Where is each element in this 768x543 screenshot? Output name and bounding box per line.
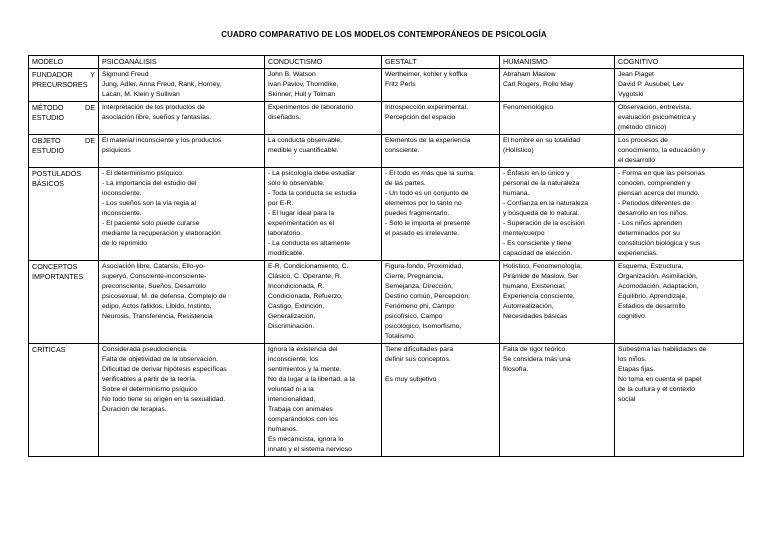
cell-line: - La importancia del estudio del bbox=[102, 180, 197, 187]
cell-fundador-gestalt bbox=[382, 69, 500, 102]
cell-line: verificables a partir de la teoría. bbox=[102, 376, 197, 383]
row-label-line: ESTUDIO bbox=[32, 113, 64, 122]
cell-line: los niños. bbox=[618, 356, 647, 363]
cell-criticas-gestalt bbox=[382, 344, 500, 457]
row-label-line: CONCEPTOS bbox=[32, 262, 78, 271]
cell-line: edipo, Actos fallidos, Libido, Instinto, bbox=[102, 303, 212, 310]
cell-line: el pasado es irrelevante. bbox=[385, 230, 460, 237]
header-cognitivo: COGNITIVO bbox=[615, 56, 744, 69]
cell-line: Subestima las habilidades de bbox=[618, 346, 707, 353]
row-label-criticas bbox=[29, 344, 99, 457]
cell-line: (método clínico) bbox=[618, 124, 667, 131]
cell-line: - Solo le importa el presente bbox=[385, 220, 471, 227]
table-row-objeto bbox=[29, 135, 744, 168]
cell-criticas-psicoanalisis bbox=[99, 344, 265, 457]
cell-line: El hombre en su totalidad bbox=[503, 137, 581, 144]
cell-line: No da lugar a la libertad, a la bbox=[268, 376, 355, 383]
cell-line: Generalización, bbox=[268, 313, 316, 320]
cell-line: psicofísico, Campo bbox=[385, 313, 443, 320]
cell-line: conocen, comprenden y bbox=[618, 180, 691, 187]
cell-line: Experimentos de laboratorio bbox=[268, 104, 354, 111]
cell-line: experiencias. bbox=[618, 250, 659, 257]
cell-criticas-humanismo bbox=[500, 344, 615, 457]
cell-line: - Los sueños son la vía regia al bbox=[102, 200, 197, 207]
cell-line: Duración de terapias. bbox=[102, 406, 167, 413]
row-label-line: BÁSICOS bbox=[32, 179, 64, 188]
cell-line: medible y cuantificable. bbox=[268, 147, 339, 154]
cell-line: Elementos de la experiencia bbox=[385, 137, 471, 144]
cell-line: psíquicos bbox=[102, 147, 131, 154]
row-label-metodo bbox=[29, 102, 99, 135]
cell-conceptos-gestalt bbox=[382, 261, 500, 344]
row-label-line: MÉTODO DE bbox=[32, 103, 95, 112]
row-label-line: FUNDADOR Y bbox=[32, 70, 95, 79]
header-gestalt: GESTALT bbox=[382, 56, 500, 69]
cell-line: Los procesos de bbox=[618, 137, 668, 144]
row-label-conceptos bbox=[29, 261, 99, 344]
cell-conceptos-psicoanalisis bbox=[99, 261, 265, 344]
cell-line: - Superación de la escisión bbox=[503, 220, 585, 227]
cell-line: E-R, Condicionamiento, C. bbox=[268, 263, 349, 270]
cell-line: La conducta observable, bbox=[268, 137, 343, 144]
cell-line: No todo tiene su origen en la sexualidad. bbox=[102, 396, 226, 403]
header-row bbox=[29, 56, 744, 69]
cell-line: Falta de rigor teórico. bbox=[503, 346, 568, 353]
cell-line: - Énfasis en lo único y bbox=[503, 170, 570, 177]
cell-line: psicológico, Isomorfismo, bbox=[385, 323, 462, 330]
cell-line: Necesidades básicas bbox=[503, 313, 568, 320]
cell-line: Considerada pseudociencia. bbox=[102, 346, 188, 353]
header-humanismo: HUMANISMO bbox=[500, 56, 615, 69]
document-title: CUADRO COMPARATIVO DE LOS MODELOS CONTEMPORÁNEOS DE PSICOLOGÍA bbox=[221, 30, 547, 39]
cell-line: - Es consciente y tiene bbox=[503, 240, 572, 247]
cell-line: Abraham Maslow bbox=[503, 71, 556, 78]
cell-line: Discriminación. bbox=[268, 323, 315, 330]
cell-line: Equilibrio, Aprendizaje, bbox=[618, 293, 688, 300]
cell-line: El material inconsciente y los productos bbox=[102, 137, 222, 144]
cell-line: - Toda la conducta se estudia bbox=[268, 190, 357, 197]
cell-line: laboratorio. bbox=[268, 230, 303, 237]
row-label-line: PRECURSORES bbox=[32, 80, 88, 89]
cell-fundador-psicoanalisis bbox=[99, 69, 265, 102]
cell-line: voluntad ni a la bbox=[268, 386, 314, 393]
table-row-criticas bbox=[29, 344, 744, 457]
header-modelo: MODELO bbox=[29, 56, 99, 69]
cell-objeto-humanismo bbox=[500, 135, 615, 168]
cell-postulados-gestalt bbox=[382, 168, 500, 261]
cell-line: Autorrealización, bbox=[503, 303, 554, 310]
cell-line: Se considera más una bbox=[503, 356, 571, 363]
cell-line: Holístico, Fenomenología, bbox=[503, 263, 582, 270]
cell-line: constitución biológica y sus bbox=[618, 240, 701, 247]
cell-line: Experiencia consciente, bbox=[503, 293, 575, 300]
cell-line: Es muy subjetivo bbox=[385, 376, 437, 383]
row-label-line: POSTULADOS bbox=[32, 169, 82, 178]
cell-line: Dificultad de derivar hipótesis específicas bbox=[102, 366, 227, 373]
table-row-postulados bbox=[29, 168, 744, 261]
cell-line: Jung, Adler, Anna Freud, Rank, Horney, bbox=[102, 81, 222, 88]
cell-line: definir sus conceptos. bbox=[385, 356, 451, 363]
cell-line: puedes fragmentarlo. bbox=[385, 210, 450, 217]
cell-line: Fenomenológico bbox=[503, 104, 554, 111]
cell-line: Observación, entrevista, bbox=[618, 104, 692, 111]
cell-line: evaluación psicométrica y bbox=[618, 114, 696, 121]
cell-line: Sobre el determinismo psíquico bbox=[102, 386, 198, 393]
table-row-conceptos bbox=[29, 261, 744, 344]
cell-line: capacidad de elección. bbox=[503, 250, 573, 257]
cell-line: Fritz Perls bbox=[385, 81, 416, 88]
cell-line: humana. bbox=[503, 190, 530, 197]
cell-line: - Los niños aprenden bbox=[618, 220, 682, 227]
cell-line: comparándolos con los bbox=[268, 416, 338, 423]
cell-line: mediante la recuperación y elaboración bbox=[102, 230, 221, 237]
cell-line: filosofía. bbox=[503, 366, 529, 373]
cell-line: Destino común, Percepción, bbox=[385, 293, 471, 300]
cell-line: elementos por lo tanto no bbox=[385, 200, 462, 207]
cell-conceptos-conductismo bbox=[265, 261, 382, 344]
cell-objeto-gestalt bbox=[382, 135, 500, 168]
cell-objeto-conductismo bbox=[265, 135, 382, 168]
cell-line: - El lugar ideal para la bbox=[268, 210, 335, 217]
header-conductismo: CONDUCTISMO bbox=[265, 56, 382, 69]
cell-line: Lacan, M. Klein y Sullivan bbox=[102, 91, 180, 98]
row-label-line: OBJETO DE bbox=[32, 136, 95, 145]
cell-line: consciente. bbox=[385, 147, 420, 154]
cell-line: - La conducta es altamente bbox=[268, 240, 350, 247]
cell-line: - El todo es más que la suma bbox=[385, 170, 474, 177]
cell-line: - Forma en que las personas bbox=[618, 170, 705, 177]
cell-line: inconsciente. bbox=[102, 210, 142, 217]
cell-line: innato y el sistema nervioso bbox=[268, 446, 352, 453]
cell-line: No toma en cuenta el papel bbox=[618, 376, 702, 383]
cell-line: desarrollo en los niños. bbox=[618, 210, 688, 217]
cell-line: Semejanza, Dirección, bbox=[385, 283, 453, 290]
cell-line: Clásico, C. Operante, R. bbox=[268, 273, 342, 280]
cell-line: - El determinismo psíquico. bbox=[102, 170, 184, 177]
cell-line: - Periodos diferentes de bbox=[618, 200, 691, 207]
cell-line: Figura-fondo, Proximidad, bbox=[385, 263, 464, 270]
cell-line: por E-R. bbox=[268, 200, 294, 207]
cell-line: conocimiento, la educación y bbox=[618, 147, 706, 154]
cell-line: Etapas fijas. bbox=[618, 366, 656, 373]
cell-line: Es mecanicista, ignora lo bbox=[268, 436, 344, 443]
cell-line: humanos. bbox=[268, 426, 298, 433]
cell-line: Introspección experimental. bbox=[385, 104, 469, 111]
cell-line: Trabaja con animales bbox=[268, 406, 333, 413]
cell-line: sólo lo observable. bbox=[268, 180, 325, 187]
cell-line: inconsciente. bbox=[102, 190, 142, 197]
cell-line: de lo reprimido bbox=[102, 240, 147, 247]
cell-line: Interpretación de los productos de bbox=[102, 104, 205, 111]
cell-line: Fenómeno phi, Campo bbox=[385, 303, 455, 310]
cell-line: Carl Rogers, Rollo May bbox=[503, 81, 574, 88]
cell-line: asociación libre, sueños y fantasías. bbox=[102, 114, 212, 121]
cell-postulados-humanismo bbox=[500, 168, 615, 261]
cell-postulados-psicoanalisis bbox=[99, 168, 265, 261]
cell-line: preconsciente, Sueños, Desarrollo bbox=[102, 283, 206, 290]
cell-line: Cierre, Pregnancia, bbox=[385, 273, 444, 280]
row-label-line: IMPORTANTES bbox=[32, 272, 84, 281]
row-label-line: ESTUDIO bbox=[32, 146, 64, 155]
cell-line: personal de la naturaleza bbox=[503, 180, 580, 187]
cell-metodo-cognitivo bbox=[615, 102, 744, 135]
cell-line: Condicionada, Refuerzo, bbox=[268, 293, 343, 300]
cell-line: Esquema, Estructura, bbox=[618, 263, 684, 270]
cell-line: Falta de objetividad de la observación. bbox=[102, 356, 218, 363]
cell-line: Sigmund Freud bbox=[102, 71, 149, 78]
cell-line: Vygotski bbox=[618, 91, 644, 98]
header-psicoanalisis: PSICOANÁLISIS bbox=[99, 56, 265, 69]
cell-objeto-cognitivo bbox=[615, 135, 744, 168]
cell-conceptos-cognitivo bbox=[615, 261, 744, 344]
cell-line: Percepción del espacio bbox=[385, 114, 456, 121]
cell-line: experimentación es el bbox=[268, 220, 335, 227]
cell-line: Tiene dificultades para bbox=[385, 346, 454, 353]
cell-fundador-conductismo bbox=[265, 69, 382, 102]
cell-line: - Un todo es un conjunto de bbox=[385, 190, 469, 197]
cell-line: de las partes. bbox=[385, 180, 426, 187]
cell-metodo-gestalt bbox=[382, 102, 500, 135]
cell-metodo-psicoanalisis bbox=[99, 102, 265, 135]
cell-line: - Confianza en la naturaleza bbox=[503, 200, 589, 207]
cell-metodo-humanismo bbox=[500, 102, 615, 135]
cell-line: Skinner, Hull y Tolman bbox=[268, 91, 336, 98]
row-label-postulados bbox=[29, 168, 99, 261]
cell-line: Acomodación, Adaptación, bbox=[618, 283, 699, 290]
cell-line: Wertheimer, kohler y koffka bbox=[385, 71, 468, 78]
comparison-table bbox=[28, 55, 744, 457]
cell-line: humano, Existencial, bbox=[503, 283, 566, 290]
cell-line: cognitivo. bbox=[618, 313, 647, 320]
table-row-fundador bbox=[29, 69, 744, 102]
cell-line: Organización, Asimilación, bbox=[618, 273, 698, 280]
cell-fundador-humanismo bbox=[500, 69, 615, 102]
cell-line: Castigo, Extinción, bbox=[268, 303, 325, 310]
cell-postulados-conductismo bbox=[265, 168, 382, 261]
cell-line: (Holístico) bbox=[503, 147, 534, 154]
cell-line: psicosexual, M. de defensa, Complejo de bbox=[102, 293, 227, 300]
row-label-objeto bbox=[29, 135, 99, 168]
cell-line: inconsciente, los bbox=[268, 356, 319, 363]
cell-line: superyó, Consciente-inconsciente- bbox=[102, 273, 207, 280]
cell-line: y búsqueda de lo natural. bbox=[503, 210, 580, 217]
cell-line: John B. Watson bbox=[268, 71, 316, 78]
cell-objeto-psicoanalisis bbox=[99, 135, 265, 168]
row-label-fundador bbox=[29, 69, 99, 102]
cell-line: de la cultura y el contexto bbox=[618, 386, 696, 393]
cell-conceptos-humanismo bbox=[500, 261, 615, 344]
cell-line: Jean Piaget bbox=[618, 71, 654, 78]
cell-line: Ignora la existencia del bbox=[268, 346, 338, 353]
table-row-metodo bbox=[29, 102, 744, 135]
cell-line: Asociación libre, Catarsis, Ello-yo- bbox=[102, 263, 206, 270]
cell-criticas-cognitivo bbox=[615, 344, 744, 457]
cell-line: Neurosis, Transferencia, Resistencia bbox=[102, 313, 213, 320]
cell-criticas-conductismo bbox=[265, 344, 382, 457]
cell-line: Incondicionada, R. bbox=[268, 283, 325, 290]
cell-line: Estadios de desarrollo bbox=[618, 303, 686, 310]
cell-line: mente/cuerpo bbox=[503, 230, 545, 237]
cell-line bbox=[385, 365, 496, 375]
cell-line: piensan acerca del mundo. bbox=[618, 190, 700, 197]
cell-line: Ivan Pavlov, Thorndike, bbox=[268, 81, 339, 88]
cell-line: David P. Ausubel, Lev bbox=[618, 81, 684, 88]
cell-line: Totalismo. bbox=[385, 333, 416, 340]
cell-postulados-cognitivo bbox=[615, 168, 744, 261]
cell-fundador-cognitivo bbox=[615, 69, 744, 102]
cell-line: intencionalidad. bbox=[268, 396, 316, 403]
cell-line: social bbox=[618, 396, 636, 403]
cell-metodo-conductismo bbox=[265, 102, 382, 135]
cell-line: modificable. bbox=[268, 250, 305, 257]
cell-line: diseñados. bbox=[268, 114, 301, 121]
cell-line: - La psicología debe estudiar bbox=[268, 170, 356, 177]
cell-line: - El paciente solo puede curarse bbox=[102, 220, 200, 227]
cell-line: sentimientos y la mente. bbox=[268, 366, 342, 373]
row-label-line: CRÍTICAS bbox=[32, 345, 66, 354]
cell-line: determinados por su bbox=[618, 230, 680, 237]
cell-line: el desarrollo bbox=[618, 157, 656, 164]
cell-line: Pirámide de Maslow, Ser bbox=[503, 273, 579, 280]
